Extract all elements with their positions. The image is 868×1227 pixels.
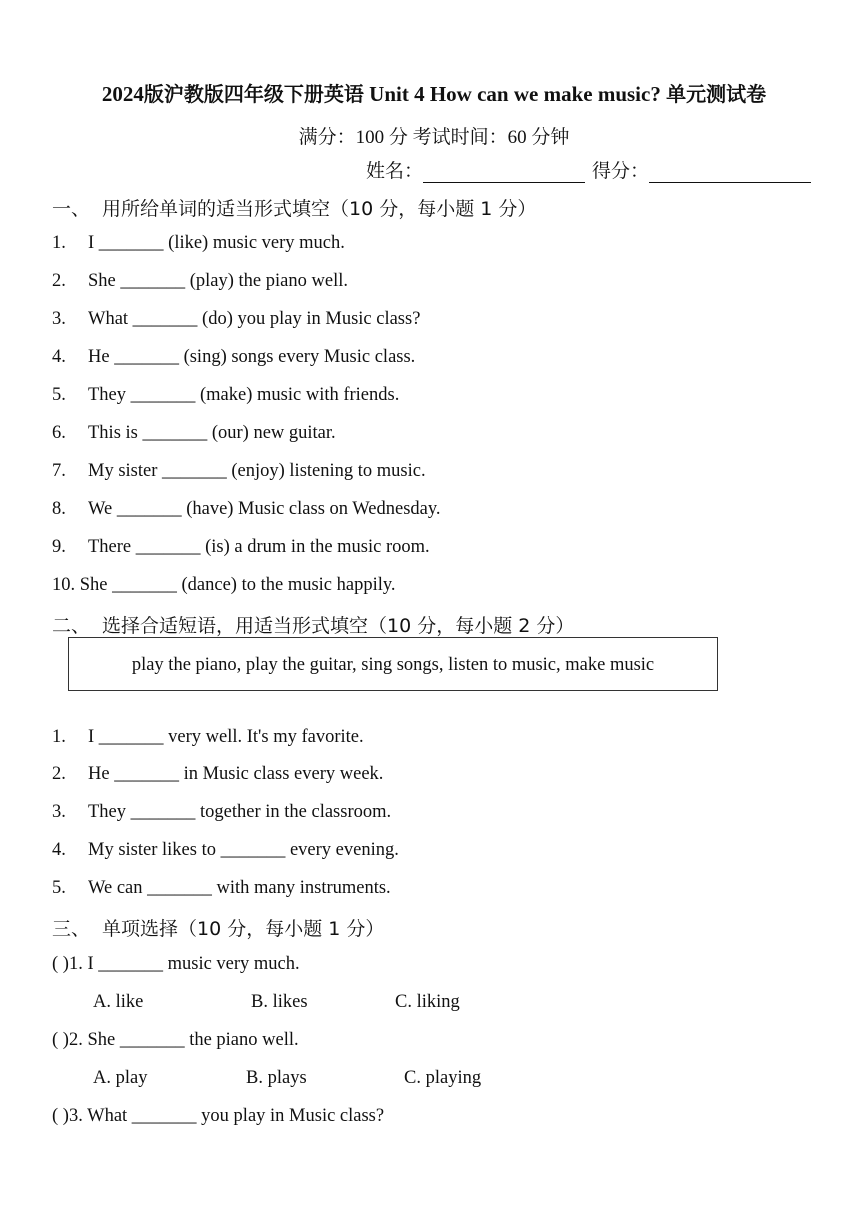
section-number: 二、 bbox=[52, 615, 91, 637]
question-number: 1. bbox=[52, 727, 66, 747]
question-item bbox=[52, 878, 391, 899]
name-field bbox=[366, 156, 585, 183]
question-number: 4. bbox=[52, 840, 66, 860]
question-number: 7. bbox=[52, 461, 66, 481]
section-number: 一、 bbox=[52, 198, 91, 220]
mc-option-a: A. play bbox=[93, 1068, 148, 1088]
question-text: My sister _______ (enjoy) listening to music. bbox=[88, 461, 426, 481]
question-item bbox=[52, 802, 391, 823]
time-label: 考试时间： bbox=[412, 126, 508, 148]
question-text: They _______ (make) music with friends. bbox=[88, 385, 400, 405]
mc-question-stem: ( )2. She _______ the piano well. bbox=[52, 1030, 299, 1050]
mc-option-c: C. playing bbox=[404, 1068, 482, 1088]
score-field bbox=[592, 156, 811, 183]
question-text: They _______ together in the classroom. bbox=[88, 802, 392, 822]
question-text: There _______ (is) a drum in the music room. bbox=[88, 537, 430, 557]
title-suffix: 单元测试卷 bbox=[666, 82, 767, 106]
question-number: 3. bbox=[52, 802, 66, 822]
question-item bbox=[52, 764, 383, 785]
question-number: 8. bbox=[52, 499, 66, 519]
question-item bbox=[52, 575, 396, 596]
title-chinese: 版沪教版四年级下册英语 bbox=[143, 82, 364, 106]
page-title bbox=[0, 78, 868, 107]
name-label: 姓名： bbox=[366, 160, 424, 182]
question-item bbox=[52, 840, 399, 861]
title-english: Unit 4 How can we make music? bbox=[369, 82, 661, 106]
time-unit: 分钟 bbox=[531, 126, 570, 148]
mc-option-b: B. likes bbox=[251, 992, 308, 1012]
question-text: I _______ (like) music very much. bbox=[88, 233, 345, 253]
question-text: He _______ (sing) songs every Music class. bbox=[88, 347, 416, 367]
question-item bbox=[52, 727, 364, 748]
full-score-label: 满分： bbox=[298, 126, 356, 148]
mc-question-stem: ( )1. I _______ music very much. bbox=[52, 954, 300, 974]
question-item bbox=[52, 423, 336, 444]
question-number: 4. bbox=[52, 347, 66, 367]
question-item bbox=[52, 309, 420, 330]
word-bank-text: play the piano, play the guitar, sing songs, listen to music, make music bbox=[131, 655, 655, 675]
question-number: 9. bbox=[52, 537, 66, 557]
question-number: 5. bbox=[52, 385, 66, 405]
question-text: We _______ (have) Music class on Wednesday. bbox=[88, 499, 441, 519]
mc-option-c: C. liking bbox=[395, 992, 460, 1012]
question-text: She _______ (play) the piano well. bbox=[88, 271, 348, 291]
question-number: 2. bbox=[52, 764, 66, 784]
question-number: 2. bbox=[52, 271, 66, 291]
question-number: 10. bbox=[52, 575, 76, 595]
mc-question-stem: ( )3. What _______ you play in Music class? bbox=[52, 1106, 385, 1126]
question-number: 6. bbox=[52, 423, 66, 443]
question-number: 3. bbox=[52, 309, 66, 329]
name-blank[interactable] bbox=[423, 162, 585, 183]
question-number: 5. bbox=[52, 878, 66, 898]
section-3-heading bbox=[52, 914, 384, 941]
question-text: We can _______ with many instruments. bbox=[88, 878, 391, 898]
question-item bbox=[52, 499, 441, 520]
mc-option-b: B. plays bbox=[246, 1068, 307, 1088]
question-item bbox=[52, 271, 348, 292]
section-title: 选择合适短语，用适当形式填空 bbox=[102, 615, 369, 637]
section-2-heading bbox=[52, 611, 574, 638]
question-item bbox=[52, 385, 399, 406]
question-item bbox=[52, 347, 415, 368]
question-text: She _______ (dance) to the music happily. bbox=[79, 575, 396, 595]
question-item bbox=[52, 233, 345, 254]
question-text: This is _______ (our) new guitar. bbox=[88, 423, 336, 443]
section-points: （10 分，每小题 2 分） bbox=[368, 615, 575, 637]
score-label: 得分： bbox=[592, 160, 650, 182]
score-blank[interactable] bbox=[649, 162, 811, 183]
section-title: 用所给单词的适当形式填空 bbox=[102, 198, 331, 220]
section-points: （10 分，每小题 1 分） bbox=[330, 198, 537, 220]
question-item bbox=[52, 537, 430, 558]
exam-meta bbox=[0, 122, 868, 149]
full-score-unit: 分 bbox=[388, 126, 408, 148]
title-year: 2024 bbox=[101, 82, 144, 106]
question-text: What _______ (do) you play in Music class? bbox=[88, 309, 421, 329]
question-item bbox=[52, 461, 426, 482]
question-text: He _______ in Music class every week. bbox=[88, 764, 384, 784]
time-value: 60 bbox=[507, 127, 527, 148]
question-text: My sister likes to _______ every evening. bbox=[88, 840, 399, 860]
section-points: （10 分，每小题 1 分） bbox=[178, 918, 385, 940]
section-number: 三、 bbox=[52, 918, 91, 940]
question-number: 1. bbox=[52, 233, 66, 253]
section-1-heading bbox=[52, 194, 536, 221]
mc-option-a: A. like bbox=[93, 992, 144, 1012]
section-title: 单项选择 bbox=[102, 918, 179, 940]
question-text: I _______ very well. It's my favorite. bbox=[88, 727, 364, 747]
full-score-value: 100 bbox=[355, 127, 385, 148]
